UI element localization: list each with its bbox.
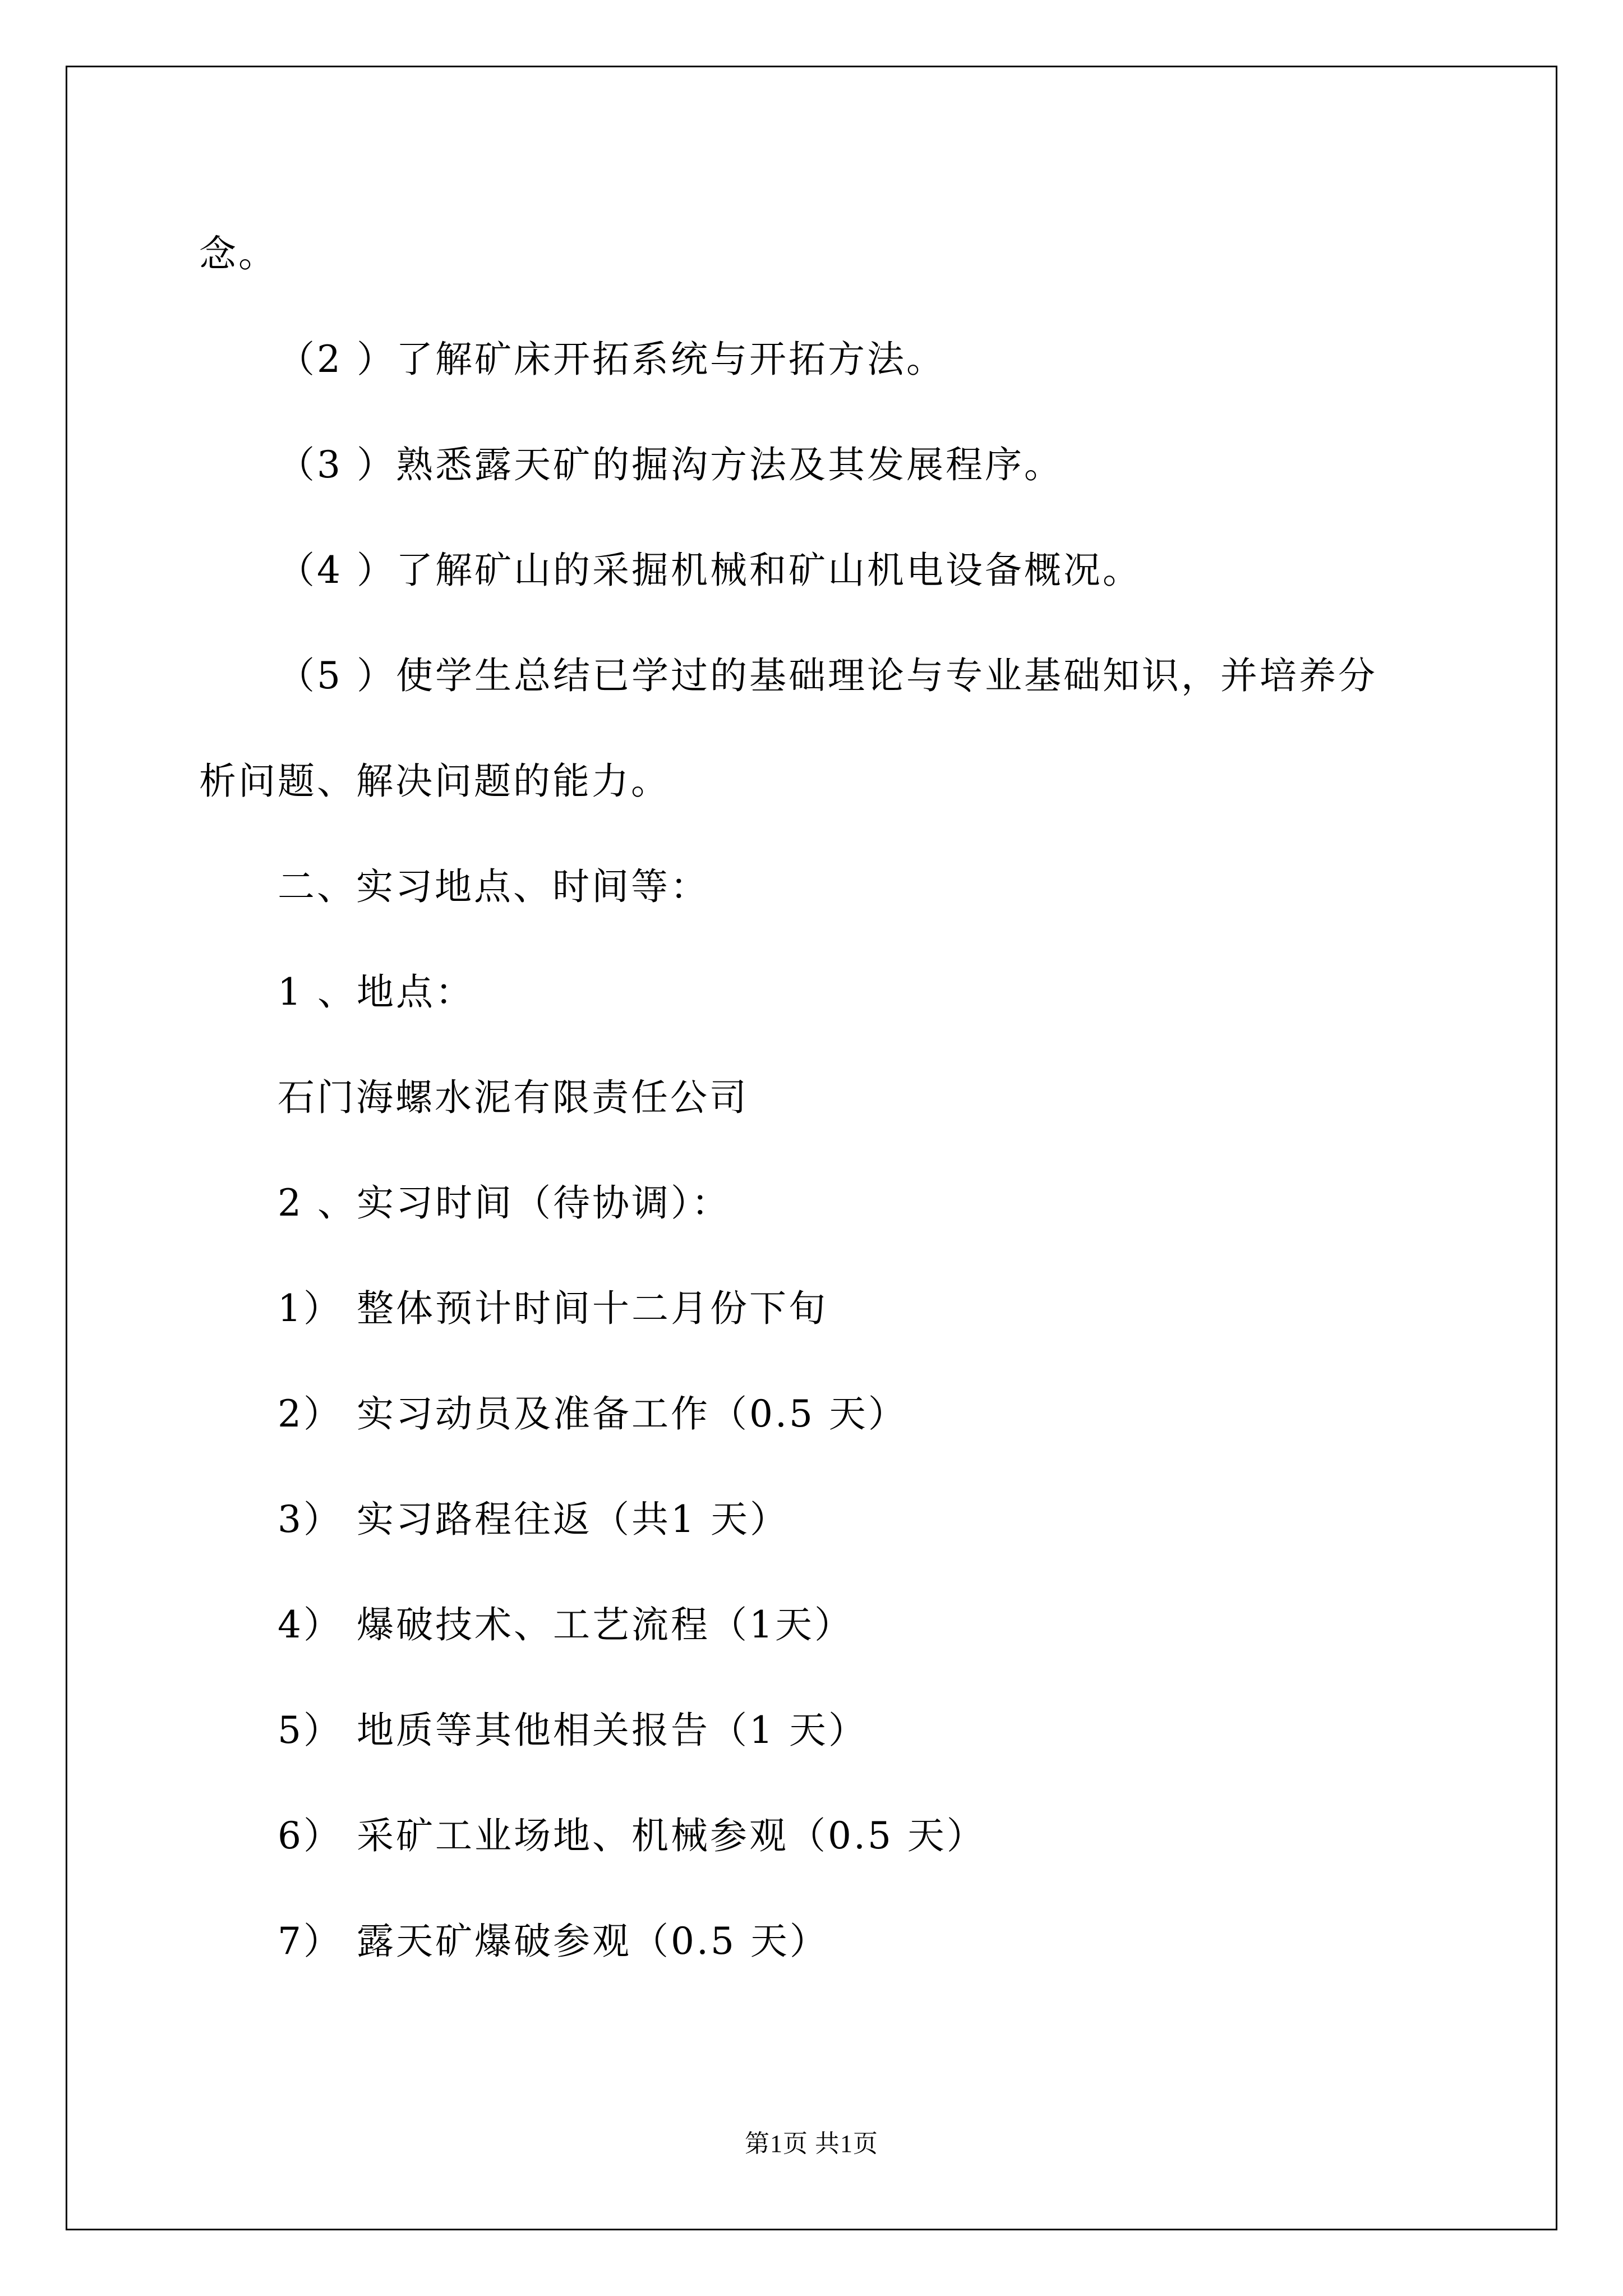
text-line: （3 ）熟悉露天矿的掘沟方法及其发展程序。: [278, 443, 1063, 486]
list-item: 4） 爆破技术、工艺流程（1天）: [278, 1603, 854, 1646]
list-item: 5） 地质等其他相关报告（1 天）: [278, 1709, 868, 1752]
text-line: （4 ）了解矿山的采掘机械和矿山机电设备概况。: [278, 549, 1142, 592]
list-item: 2） 实习动员及准备工作（0.5 天）: [278, 1392, 907, 1435]
list-item: 7） 露天矿爆破参观（0.5 天）: [278, 1920, 829, 1963]
text-line: 念。: [199, 232, 278, 275]
text-line: 2 、实习时间（待协调）：: [278, 1181, 731, 1225]
text-line: 1 、地点：: [278, 970, 474, 1014]
text-line: （2 ）了解矿床开拓系统与开拓方法。: [278, 338, 946, 381]
text-line: 析问题、解决问题的能力。: [199, 760, 670, 803]
text-line: 石门海螺水泥有限责任公司: [278, 1076, 749, 1119]
section-heading: 二、实习地点、时间等：: [278, 865, 709, 908]
list-item: 3） 实习路程往返（共1 天）: [278, 1498, 789, 1541]
page-border: [66, 66, 1557, 2230]
page-footer: 第1页 共1页: [745, 2130, 878, 2157]
text-line: （5 ）使学生总结已学过的基础理论与专业基础知识，并培养分: [278, 654, 1377, 697]
list-item: 6） 采矿工业场地、机械参观（0.5 天）: [278, 1814, 986, 1857]
list-item: 1） 整体预计时间十二月份下旬: [278, 1287, 828, 1330]
